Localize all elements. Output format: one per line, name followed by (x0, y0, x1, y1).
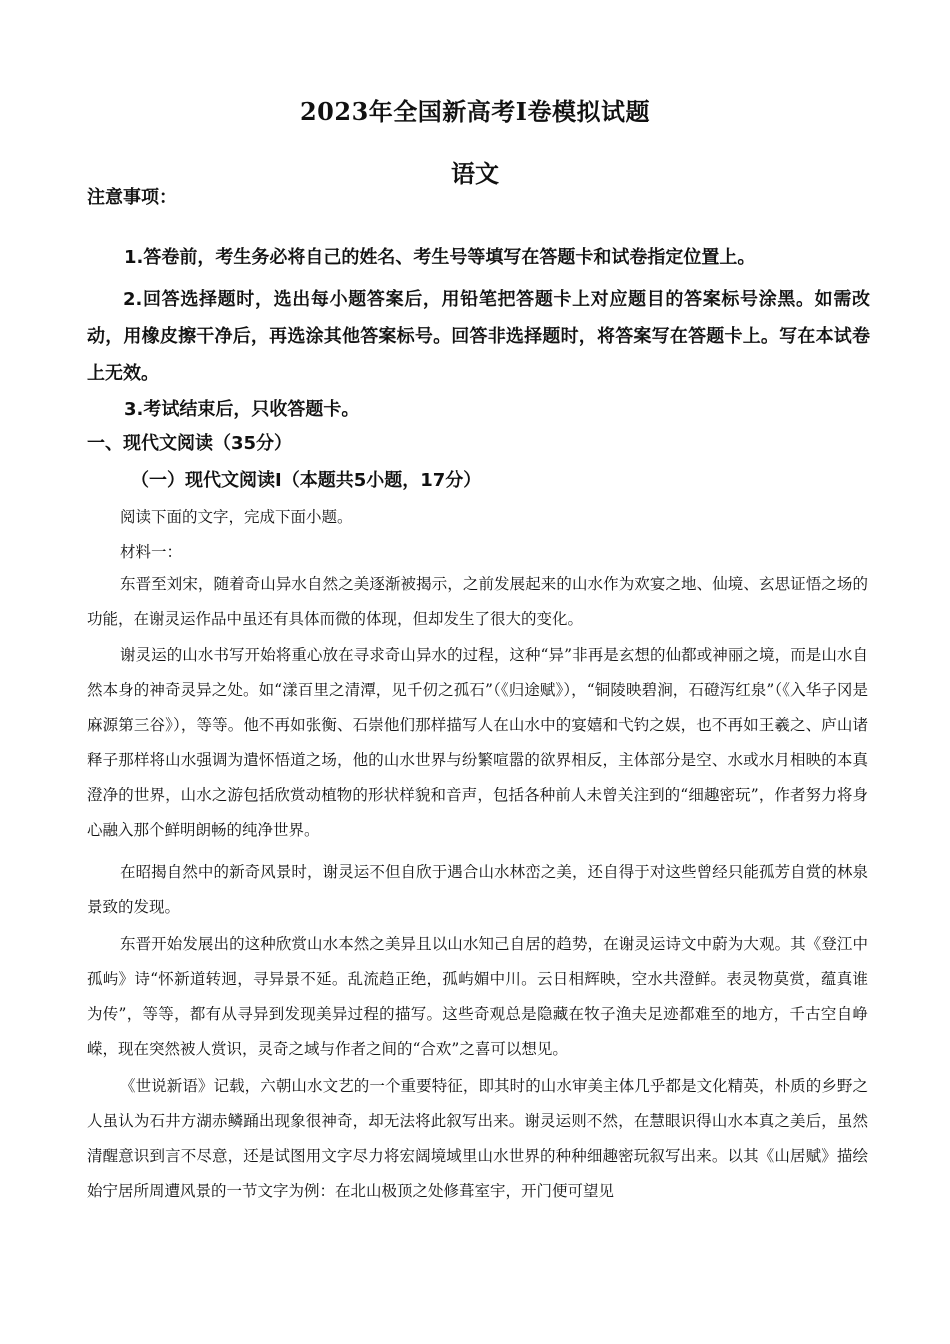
material-label: 材料一： (120, 543, 183, 561)
notice-item-1: 1.答卷前，考生务必将自己的姓名、考生号等填写在答题卡和试卷指定位置上。 (124, 247, 756, 268)
notice-item-2: 2.回答选择题时，选出每小题答案后，用铅笔把答题卡上对应题目的答案标号涂黑。如需改动，用橡皮擦干净后，再选涂其他答案标号。回答非选择题时，将答案写在答题卡上。写在本试卷上无效。 (87, 289, 870, 384)
reading-instruction: 阅读下面的文字，完成下面小题。 (120, 508, 353, 526)
paragraph: 谢灵运的山水书写开始将重心放在寻求奇山异水的过程，这种“异”非再是玄想的仙都或神丽之境，而是山水自然本身的神奇灵异之处。如“漾百里之清潭，见千仞之孤石”（《归途赋》），“铜陵映碧涧，石磴泻红泉”（《入华子冈是麻源第三谷》），等等。他不再如张衡、石崇他们那样描写人在山水中的宴嬉和弋钓之娱，也不再如王羲之、庐山诸释子那样将山水强调为遣怀悟道之场，他的山水世界与纷繁喧嚣的欲界相反，主体部分是空、水或水月相映的本真澄净的世界，山水之游包括欣赏动植物的形状样貌和音声，包括各种前人未曾关注到的“细趣密玩”，作者努力将身心融入那个鲜明朗畅的纯净世界。 (87, 646, 868, 839)
subsection-heading: （一）现代文阅读Ⅰ（本题共5小题，17分） (131, 470, 482, 491)
notice-item-3: 3.考试结束后，只收答题卡。 (124, 399, 360, 420)
subject-title: 语文 (451, 159, 499, 188)
notice-heading: 注意事项： (87, 187, 177, 208)
paragraph: 东晋开始发展出的这种欣赏山水本然之美异且以山水知己自居的趋势，在谢灵运诗文中蔚为大观。其《登江中孤屿》诗“怀新道转迥，寻异景不延。乱流趋正绝，孤屿媚中川。云日相辉映，空水共澄鲜。表灵物莫赏，蕴真谁为传”，等等，都有从寻异到发现美异过程的描写。这些奇观总是隐藏在牧子渔夫足迹都难至的地方，千古空自峥嵘，现在突然被人赏识，灵奇之域与作者之间的“合欢”之喜可以想见。 (87, 935, 868, 1058)
exam-title: 2023年全国新高考Ⅰ卷模拟试题 (299, 97, 651, 126)
section-heading: 一、现代文阅读（35分） (87, 433, 293, 454)
paragraph: 东晋至刘宋，随着奇山异水自然之美逐渐被揭示，之前发展起来的山水作为欢宴之地、仙境、玄思证悟之场的功能，在谢灵运作品中虽还有具体而微的体现，但却发生了很大的变化。 (87, 575, 868, 628)
paragraph: 在昭揭自然中的新奇风景时，谢灵运不但自欣于遇合山水林峦之美，还自得于对这些曾经只能孤芳自赏的林泉景致的发现。 (87, 863, 868, 916)
paragraph: 《世说新语》记载，六朝山水文艺的一个重要特征，即其时的山水审美主体几乎都是文化精英，朴质的乡野之人虽认为石井方湖赤鳞踊出现象很神奇，却无法将此叙写出来。谢灵运则不然，在慧眼识得山水本真之美后，虽然清醒意识到言不尽意，还是试图用文字尽力将宏阔境域里山水世界的种种细趣密玩叙写出来。以其《山居赋》描绘始宁居所周遭风景的一节文字为例：在北山极顶之处修葺室宇，开门便可望见 (87, 1077, 868, 1200)
